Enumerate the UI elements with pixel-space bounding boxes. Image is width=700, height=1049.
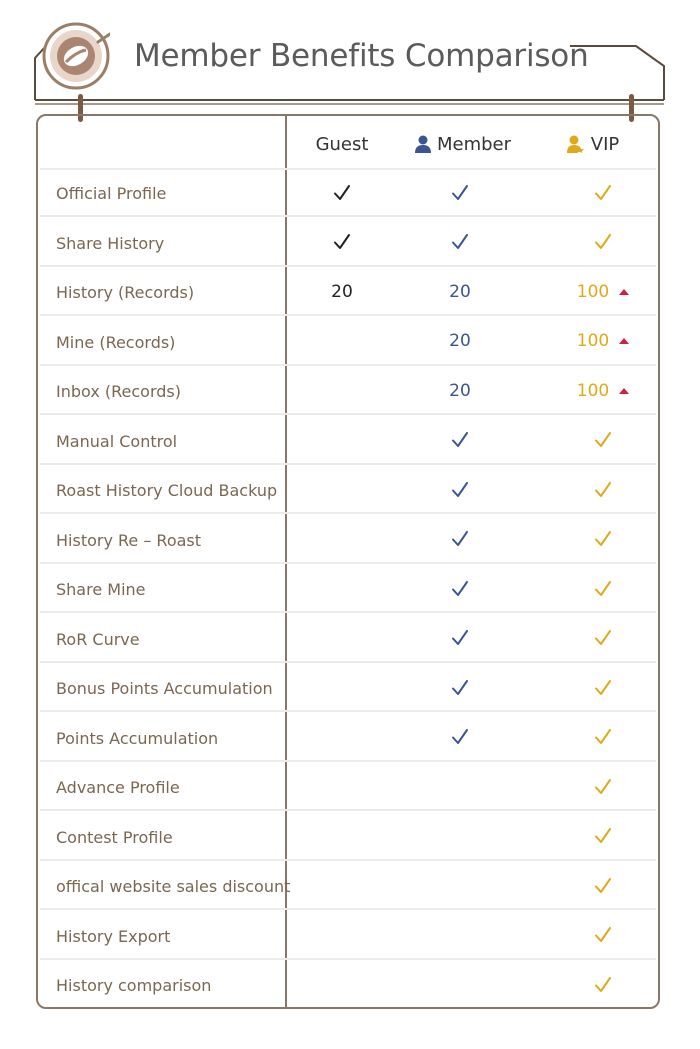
table-row [38,317,658,366]
check-icon [594,530,612,548]
table-row [38,861,658,910]
vip-cell [558,465,648,514]
table-row [38,267,658,316]
check-icon [594,877,612,895]
member-cell [420,416,500,465]
vip-user-icon [567,135,585,153]
increase-arrow-icon [619,388,629,394]
guest-cell [302,911,382,960]
check-icon [451,431,469,449]
feature-label: Inbox (Records) [56,382,181,401]
check-icon [451,580,469,598]
guest-cell [302,663,382,712]
increase-arrow-icon [619,289,629,295]
member-label: Member [436,134,512,155]
check-icon [594,481,612,499]
guest-cell [302,267,382,316]
feature-label: Official Profile [56,184,167,203]
table-row [38,663,658,712]
vip-value: 100 [576,331,610,351]
check-icon [451,728,469,746]
check-icon [451,481,469,499]
vip-cell [558,366,648,415]
member-cell [420,861,500,910]
guest-cell [302,564,382,613]
feature-label: History Re – Roast [56,530,202,550]
table-row [38,762,658,811]
guest-value: 20 [331,281,353,302]
table-row [38,911,658,960]
table-row [38,515,658,564]
member-cell [420,812,500,861]
feature-label: History Export [56,926,171,946]
vip-cell [558,861,648,910]
vip-cell [558,614,648,663]
table-row [38,465,658,514]
member-cell [420,465,500,514]
column-header-vip [556,116,630,168]
vip-cell [558,515,648,564]
check-icon [594,431,612,449]
member-cell [420,515,500,564]
vip-value: 100 [576,281,610,302]
table-row [38,218,658,267]
guest-cell [302,762,382,811]
vip-label: VIP [590,134,620,155]
feature-label: History comparison [56,976,212,995]
member-value: 20 [449,331,471,351]
feature-label: Manual Control [56,431,178,451]
vip-cell [558,960,648,1009]
member-cell [420,960,500,1009]
vip-cell [558,218,648,267]
feature-label: RoR Curve [56,629,140,649]
feature-label: Mine (Records) [56,332,176,352]
vip-value: 100 [576,380,610,401]
feature-label: Share History [56,233,165,253]
member-cell [420,663,500,712]
check-icon [594,580,612,598]
vip-cell [558,416,648,465]
member-value: 20 [449,380,471,401]
guest-cell [302,614,382,663]
member-value: 20 [449,281,471,302]
vip-cell [558,317,648,366]
coffee-bean-logo-icon [42,22,110,90]
feature-label: History (Records) [56,283,195,302]
vip-cell [558,713,648,762]
member-cell [420,762,500,811]
guest-cell [302,515,382,564]
feature-label: offical website sales discount [56,877,291,896]
vip-cell [558,663,648,712]
vip-cell [558,812,648,861]
table-row [38,168,658,217]
increase-arrow-icon [619,338,629,344]
vip-cell [558,267,648,316]
guest-cell [302,960,382,1009]
check-icon [333,184,351,202]
table-row [38,960,658,1009]
check-icon [594,629,612,647]
benefits-table [36,114,660,1009]
check-icon [594,926,612,944]
guest-cell [302,416,382,465]
feature-label: Roast History Cloud Backup [56,481,278,500]
guest-cell [302,168,382,217]
member-cell [420,317,500,366]
feature-label: Advance Profile [56,778,180,797]
check-icon [594,827,612,845]
check-icon [451,233,469,251]
table-row [38,416,658,465]
member-cell [420,713,500,762]
check-icon [594,778,612,796]
vip-cell [558,911,648,960]
guest-label: Guest [315,134,369,155]
table-row [38,366,658,415]
check-icon [594,233,612,251]
check-icon [594,679,612,697]
guest-cell [302,317,382,366]
column-header-guest [304,116,380,168]
user-icon [415,135,431,153]
vip-cell [558,564,648,613]
check-icon [451,679,469,697]
member-cell [420,168,500,217]
feature-label: Contest Profile [56,827,173,847]
guest-cell [302,218,382,267]
table-row [38,812,658,861]
table-row [38,564,658,613]
column-header-member [408,116,518,168]
table-row [38,614,658,663]
check-icon [594,728,612,746]
feature-label: Share Mine [56,580,146,599]
member-cell [420,366,500,415]
feature-label: Points Accumulation [56,728,219,748]
check-icon [594,184,612,202]
check-icon [451,530,469,548]
member-cell [420,267,500,316]
member-cell [420,218,500,267]
check-icon [451,184,469,202]
vip-cell [558,168,648,217]
table-row [38,713,658,762]
check-icon [333,233,351,251]
table-header-row [38,116,658,168]
vip-cell [558,762,648,811]
guest-cell [302,465,382,514]
feature-label: Bonus Points Accumulation [56,679,273,698]
guest-cell [302,366,382,415]
member-cell [420,911,500,960]
guest-cell [302,713,382,762]
page-title: Member Benefits Comparison [134,38,589,74]
guest-cell [302,861,382,910]
member-cell [420,614,500,663]
check-icon [594,976,612,994]
check-icon [451,629,469,647]
guest-cell [302,812,382,861]
member-cell [420,564,500,613]
